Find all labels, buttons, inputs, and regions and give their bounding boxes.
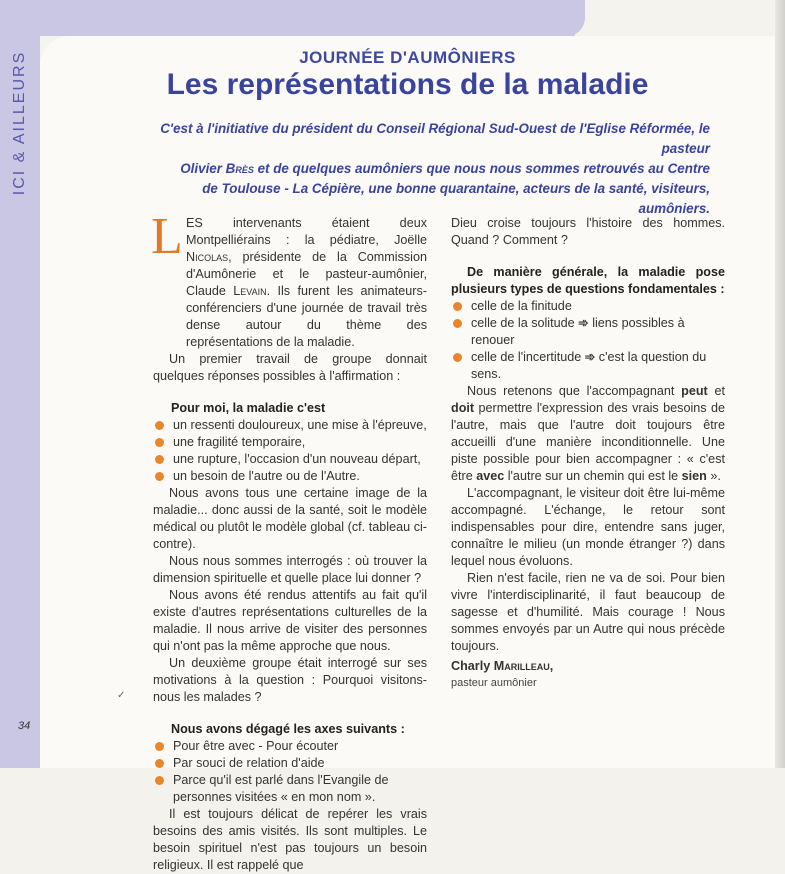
bullet-list: [153, 417, 427, 485]
bullet-dot-icon: [155, 759, 164, 768]
paragraph: L'accompagnant, le visiteur doit être lui-même accompagné. L'échange, le retour sont indispensables pour dire, entendre sans juger, connaître le milieu (un monde étranger ?) dans lequel nous évoluons.: [451, 486, 725, 568]
list-heading: Nous avons dégagé les axes suivants :: [171, 722, 405, 736]
paragraph: Nous nous sommes interrogés : où trouver la dimension spirituelle et quelle place lui donner ?: [153, 554, 427, 585]
header-band-corner: [560, 0, 585, 36]
paragraph: Rien n'est facile, rien ne va de soi. Pour bien vivre l'interdisciplinarité, il faut beaucoup de sagesse et d'humilité. Mais courage ! Nous sommes envoyés par un Autre qui nous précède toujours.: [451, 571, 725, 653]
list-item: Pour être avec - Pour écouter: [153, 738, 427, 755]
bullet-list: [451, 298, 725, 383]
bullet-dot-icon: [453, 319, 462, 328]
paragraph: Dieu croise toujours l'histoire des hommes. Quand ? Comment ?: [451, 216, 725, 247]
section-label: ICI & AILLEURS: [11, 50, 28, 195]
list-item: celle de la finitude: [451, 298, 725, 315]
list-heading: De manière générale, la maladie pose plusieurs types de questions fondamentales :: [451, 265, 725, 296]
bullet-dot-icon: [155, 421, 164, 430]
drop-cap: L: [151, 208, 183, 265]
header-band: [0, 0, 575, 36]
article-title: Les représentations de la maladie: [166, 68, 649, 101]
list-item: Par souci de relation d'aide: [153, 755, 427, 772]
text-column-right: [451, 215, 725, 692]
article-kicker: JOURNÉE D'AUMÔNIERS: [299, 48, 516, 67]
arrow-right-icon: ➾: [578, 316, 589, 330]
list-item: une rupture, l'occasion d'un nouveau départ,: [153, 451, 427, 468]
list-item: Parce qu'il est parlé dans l'Evangile de personnes visitées « en mon nom ».: [153, 772, 427, 806]
page-number: 34: [18, 720, 31, 732]
bullet-dot-icon: [453, 302, 462, 311]
print-speck: ✓: [117, 690, 126, 701]
list-item: un ressenti douloureux, une mise à l'épreuve,: [153, 417, 427, 434]
opening-paragraph: L ES intervenants étaient deux Montpelliérains : la pédiatre, Joëlle Nicolas, présidente de la Commission d'Aumônerie et le pasteur-aumônier, Claude Levain. Ils furent les animateurs-conférenciers d'une journée de travail très dense autour du thème des représentations de la maladie.: [151, 208, 427, 349]
bullet-dot-icon: [155, 438, 164, 447]
paragraph: Nous avons été rendus attentifs au fait qu'il existe d'autres représentations culturelles de la maladie. Il nous arrive de visiter des personnes qui n'ont pas la même approche que nous.: [153, 588, 427, 653]
bullet-dot-icon: [155, 455, 164, 464]
author-role: pasteur aumônier: [451, 677, 537, 689]
text-column-left: [151, 208, 427, 874]
author-signature: Charly Marilleau,: [451, 659, 554, 673]
article-intro: C'est à l'initiative du président du Conseil Régional Sud-Ouest de l'Eglise Réformée, le pasteur Olivier Brès et de quelques aumôniers que nous nous sommes retrouvés au Centre de Toulouse - La Cépière, une bonne quarantaine, acteurs de la santé, visiteurs, aumôniers.: [160, 121, 710, 216]
bullet-dot-icon: [155, 776, 164, 785]
paragraph: Un premier travail de groupe donnait quelques réponses possibles à l'affirmation :: [153, 352, 427, 383]
list-item: celle de la solitude ➾ liens possibles à renouer: [451, 315, 725, 349]
list-heading: Pour moi, la maladie c'est: [171, 401, 326, 415]
list-item: une fragilité temporaire,: [153, 434, 427, 451]
paragraph: Un deuxième groupe était interrogé sur ses motivations à la question : Pourquoi visitons-nous les malades ?: [153, 656, 427, 704]
paragraph: Nous retenons que l'accompagnant peut et doit permettre l'expression des vrais besoins de l'autre, mais que l'autre doit toujours être accueilli d'une manière inconditionnelle. Une piste possible pour bien accompagner : « c'est être avec l'autre sur un chemin qui est le sien ».: [451, 384, 725, 483]
list-item: celle de l'incertitude ➾ c'est la question du sens.: [451, 349, 725, 383]
list-item: un besoin de l'autre ou de l'Autre.: [153, 468, 427, 485]
arrow-right-icon: ➾: [584, 350, 596, 364]
paragraph: Nous avons tous une certaine image de la maladie... donc aussi de la santé, soit le modèle médical ou plutôt le modèle global (cf. tableau ci-contre).: [153, 486, 427, 551]
bullet-dot-icon: [155, 472, 164, 481]
paragraph: Il est toujours délicat de repérer les vrais besoins des amis visités. Ils sont multiples. Le besoin spirituel n'est pas toujours un besoin religieux. Il est rappelé que: [153, 807, 427, 872]
bullet-list: [153, 738, 427, 806]
bullet-dot-icon: [453, 353, 462, 362]
page-edge-shadow: [775, 0, 785, 768]
bullet-dot-icon: [155, 742, 164, 751]
